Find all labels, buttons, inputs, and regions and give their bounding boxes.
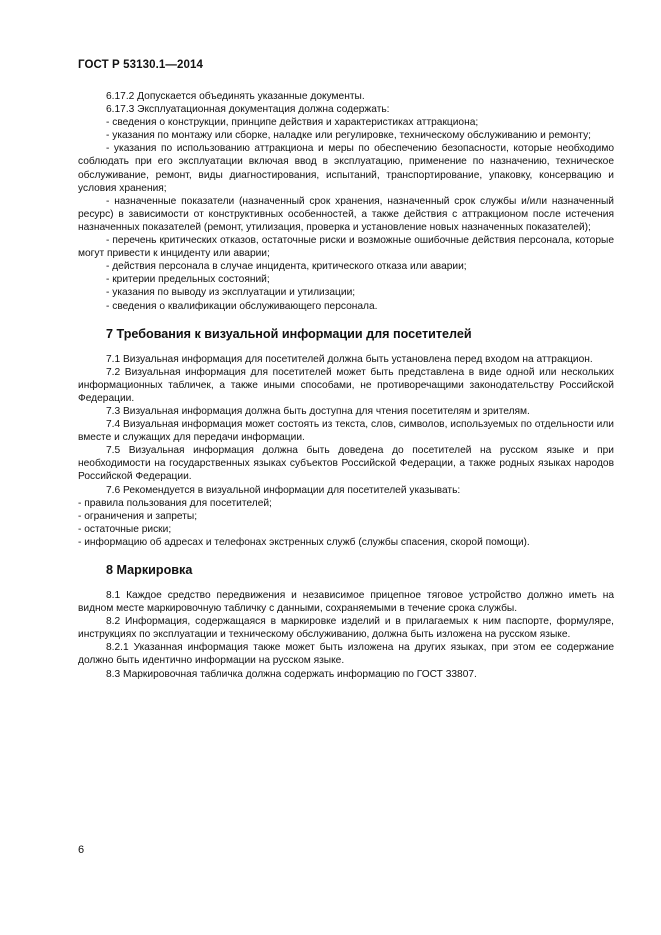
section-8-heading: 8 Маркировка — [106, 563, 193, 577]
paragraph-8-2-1: 8.2.1 Указанная информация также может быть изложена на других языках, при этом ее содержание должно быть идентично информации на русском языке. — [78, 642, 614, 667]
paragraph-7-1: 7.1 Визуальная информация для посетителей должна быть установлена перед входом на аттракцион. — [106, 353, 593, 365]
list-item: - назначенные показатели (назначенный срок хранения, назначенный срок службы и/или назначенный ресурс) в зависимости от конструктивных особенностей, а также действия с аттракционом после истечения назначенных показателей (ремонт, утилизация, проверка и установление новых назначенных показателей); — [78, 195, 614, 233]
list-item: - сведения о конструкции, принципе действия и характеристиках аттракциона; — [106, 117, 479, 129]
list-item: - сведения о квалификации обслуживающего персонала. — [106, 300, 378, 312]
paragraph-7-3: 7.3 Визуальная информация должна быть доступна для чтения посетителям и зрителям. — [106, 405, 530, 417]
paragraph-8-1: 8.1 Каждое средство передвижения и независимое прицепное тяговое устройство должно иметь на видном месте маркировочную табличку с данными, сохраняемыми в течение срока службы. — [78, 590, 614, 615]
page-number: 6 — [78, 844, 85, 856]
document-body — [78, 90, 614, 681]
list-item: - критерии предельных состояний; — [106, 274, 270, 286]
document-header-code: ГОСТ Р 53130.1—2014 — [78, 59, 203, 71]
paragraph-6-17-3: 6.17.3 Эксплуатационная документация должна содержать: — [106, 104, 390, 116]
list-item: - правила пользования для посетителей; — [78, 497, 272, 509]
list-item: - указания по использованию аттракциона и меры по обеспечению безопасности, которые необходимо соблюдать при его эксплуатации включая ввод в эксплуатацию, применение по назначению, техническое обслуживание, ремонт, виды диагностирования, испытаний, транспортирование, упаковку, консервацию и условия хранения; — [78, 143, 614, 194]
section-7-heading: 7 Требования к визуальной информации для посетителей — [106, 326, 472, 341]
paragraph-8-3: 8.3 Маркировочная табличка должна содержать информацию по ГОСТ 33807. — [106, 668, 477, 680]
list-item: - информацию об адресах и телефонах экстренных служб (службы спасения, скорой помощи). — [78, 536, 530, 548]
paragraph-7-6: 7.6 Рекомендуется в визуальной информации для посетителей указывать: — [106, 484, 461, 496]
list-item: - действия персонала в случае инцидента, критического отказа или аварии; — [106, 261, 467, 273]
paragraph-7-2: 7.2 Визуальная информация для посетителей может быть представлена в виде одной или нескольких информационных табличек, а также иными способами, не противоречащими законодательству Российской Федерации. — [78, 366, 614, 404]
list-item: - указания по монтажу или сборке, наладке или регулировке, техническому обслуживанию и ремонту; — [106, 130, 592, 142]
paragraph-6-17-2: 6.17.2 Допускается объединять указанные документы. — [106, 91, 365, 102]
list-item: - перечень критических отказов, остаточные риски и возможные ошибочные действия персонала, которые могут привести к инциденту или аварии; — [78, 235, 614, 260]
list-item: - ограничения и запреты; — [78, 510, 198, 522]
list-item: - остаточные риски; — [78, 523, 172, 535]
paragraph-8-2: 8.2 Информация, содержащаяся в маркировке изделий и в прилагаемых к ним паспорте, формуляре, инструкциях по эксплуатации и техническому обслуживанию, должна быть изложена на русском языке. — [78, 616, 614, 641]
paragraph-7-5: 7.5 Визуальная информация должна быть доведена до посетителей на русском языке и при необходимости на государственных языках субъектов Российской Федерации, а также родных языках народов Российской Федерации. — [78, 445, 614, 483]
list-item: - указания по выводу из эксплуатации и утилизации; — [106, 287, 356, 299]
paragraph-7-4: 7.4 Визуальная информация может состоять из текста, слов, символов, используемых по отдельности или вместе и служащих для передачи информации. — [78, 419, 614, 444]
